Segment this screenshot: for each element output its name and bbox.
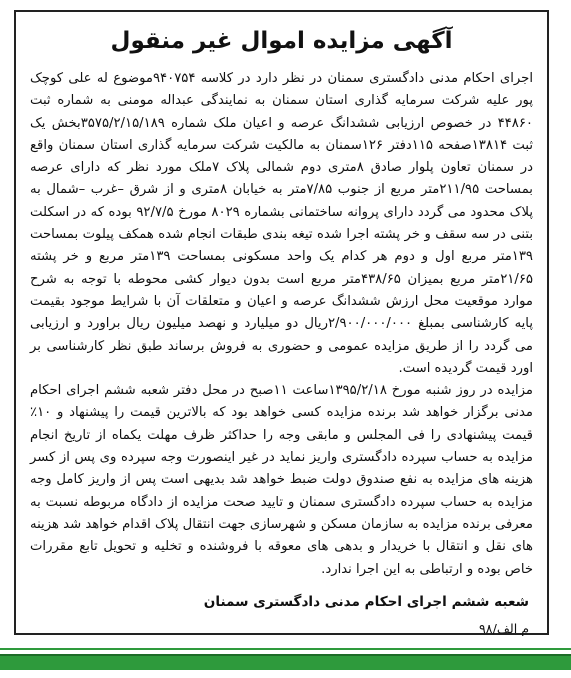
- notice-paragraph-2: مزایده در روز شنبه مورخ ۱۳۹۵/۲/۱۸ساعت ۱۱صبح در محل دفتر شعبه ششم اجرای احکام مدنی برگزار خواهد شد برنده مزایده کسی خواهد بود که بالاترین قیمت را پیشنهاد و ۱۰٪ قیمت پیشنهادی را فی المجلس و مابقی وجه را حداکثر ظرف مهلت یکماه از تاریخ انجام مزایده به حساب سپرده دادگستری واریز نماید در غیر اینصورت وجه سپرده وی پس از کسر هزینه های مزایده به نفع صندوق دولت ضبط خواهد شد بدیهی است پس از واریز کامل وجه مزایده به حساب سپرده دادگستری سمنان و تایید صحت مزایده از دادگاه مربوطه نسبت به معرفی برنده مزایده به سازمان مسکن و شهرسازی جهت انتقال پلاک اقدام خواهد شد هزینه های نقل و انتقال با خریدار و بدهی های معوقه با فروشنده و تخلیه و تحویل تابع مقررات خاص بوده و ارتباطی به این اجرا ندارد.: [30, 383, 533, 577]
- green-divider-line: [0, 648, 571, 650]
- reference-number: م الف/۹۸: [479, 620, 529, 636]
- green-footer-bar: [0, 654, 571, 670]
- issuer-signature: شعبه ششم اجرای احکام مدنی دادگستری سمنان: [203, 593, 529, 610]
- notice-frame: [14, 10, 549, 635]
- notice-title: آگهی مزایده اموال غیر منقول: [110, 28, 453, 54]
- notice-paragraph-1: اجرای احکام مدنی دادگستری سمنان در نظر دارد در کلاسه ۹۴۰۷۵۴موضوع له علی کوچک پور علیه شرکت سرمایه گذاری استان سمنان به نمایندگی عبداله مومنی به شماره ثبت ۴۴۸۶۰ در خصوص ارزیابی ششدانگ عرصه و اعیان ملک شماره ۳۵۷۵/۲/۱۵/۱۸۹بخش یک ثبت ۱۳۸۱۴صفحه ۱۱۵دفتر ۱۲۶سمنان به مالکیت شرکت سرمایه گذاری استان سمنان واقع در سمنان تعاون پلوار صادق ۸متری دوم شمالی پلاک ۷ملک مورد نظر که دارای عرصه بمساحت ۲۱۱/۹۵متر مربع از جنوب ۷/۸۵متر به خیابان ۸متری و از شرق –غرب –شمال به پلاک محدود می گردد دارای پروانه ساختمانی بشماره ۸۰۲۹ مورخ ۹۲/۷/۵ بوده که در اسکلت بتنی در سه سقف و خر پشته اجرا شده تیغه بندی طبقات انجام شده همکف پیلوت بمساحت ۱۳۹متر مربع اول و دوم هر کدام یک واحد مسکونی بمساحت ۱۳۹متر مربع و خر پشته ۲۱/۶۵متر مربع بمیزان ۴۳۸/۶۵متر مربع است بدون دیوار کشی محوطه با توجه به شرح موارد موقعیت محل ارزش ششدانگ عرصه و اعیان و متعلقات آن با شرایط موجود بقیمت پایه کارشناسی بمبلغ ۲/۹۰۰/۰۰۰/۰۰۰ریال دو میلیارد و نهصد میلیون ریال براورد و ارزیابی می گردد را از طریق مزایده عمومی و حضوری به فروش برساند طبق نظر کارشناسی بر اورد قیمت گردیده است.: [30, 71, 534, 376]
